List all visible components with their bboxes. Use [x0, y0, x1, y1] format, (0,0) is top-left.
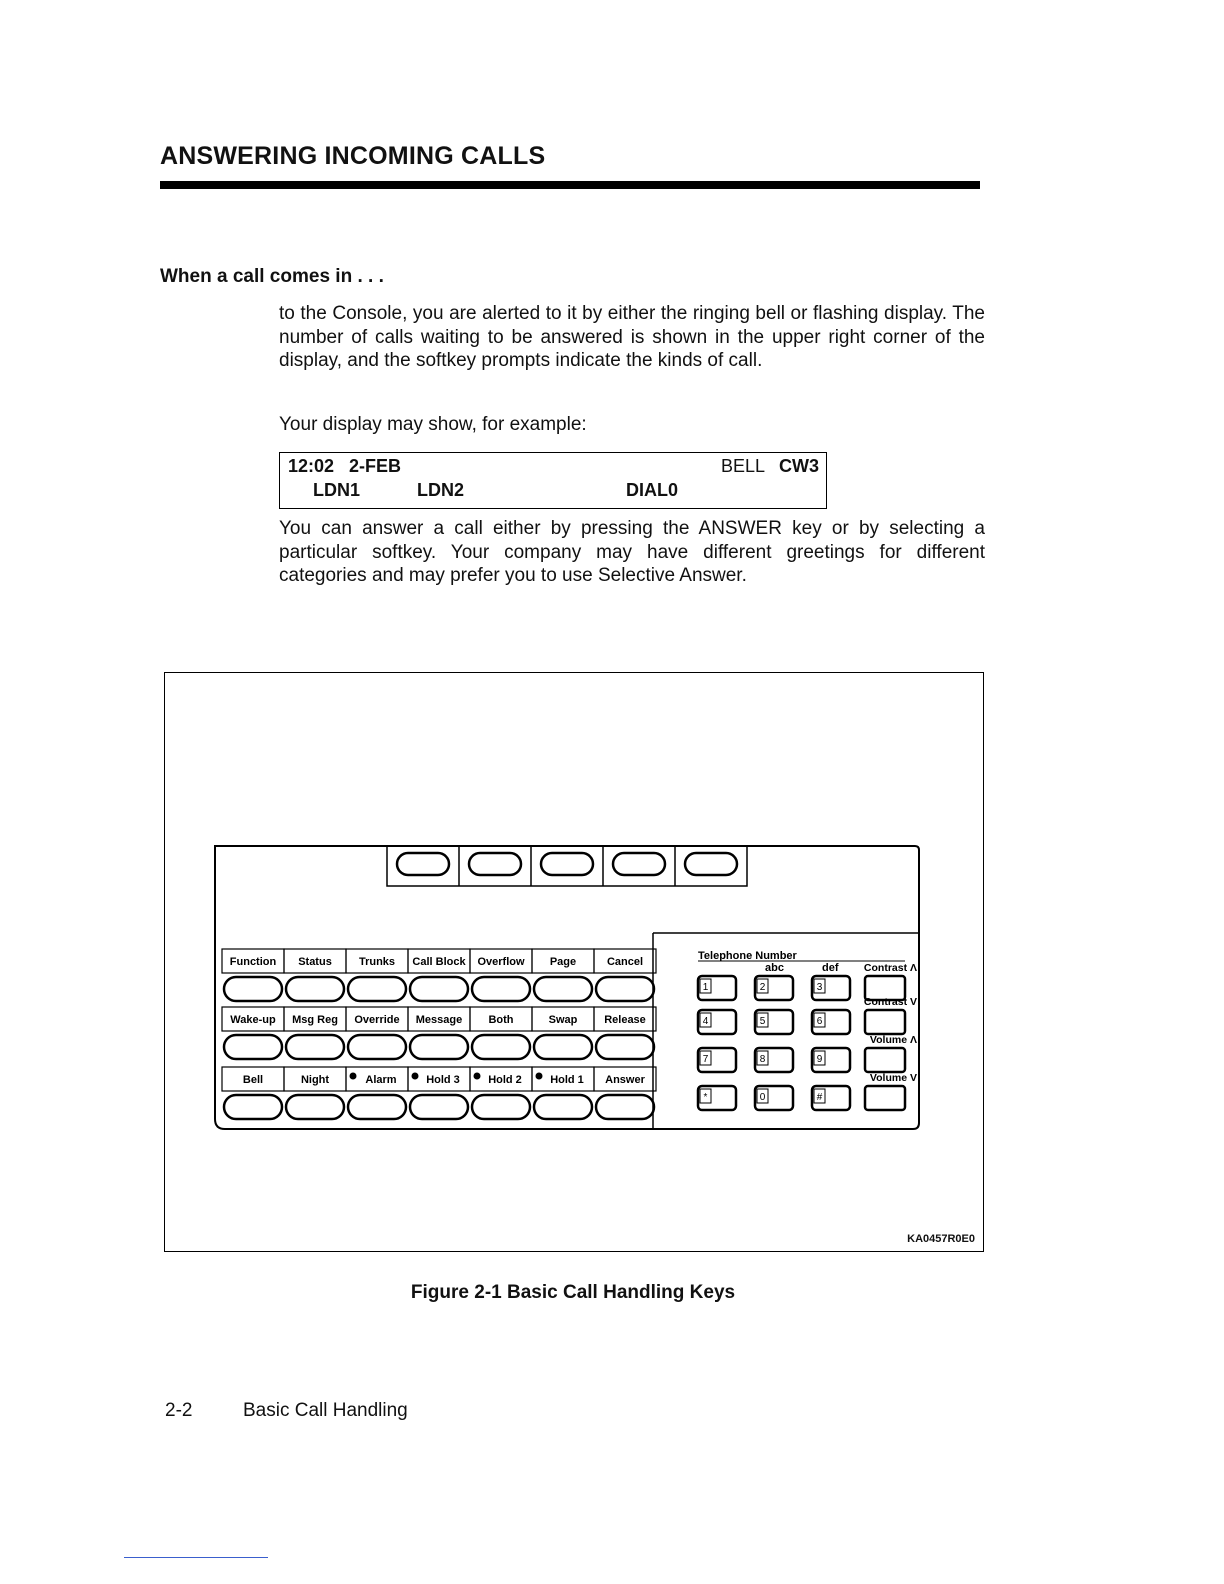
- display-bell: BELL: [721, 456, 766, 476]
- function-key-override[interactable]: [348, 1035, 406, 1059]
- key-label: Overflow: [477, 956, 525, 968]
- function-key-hold-1[interactable]: [534, 1095, 592, 1119]
- softkey-5[interactable]: [685, 853, 737, 875]
- keypad-digit: 6: [816, 1016, 823, 1027]
- function-key-answer[interactable]: [596, 1095, 654, 1119]
- keypad-letters-abc: abc: [765, 962, 784, 974]
- key-label: Hold 2: [488, 1074, 522, 1086]
- key-label: Trunks: [358, 956, 396, 968]
- function-key-bell[interactable]: [224, 1095, 282, 1119]
- function-key-overflow[interactable]: [472, 977, 530, 1001]
- function-key-cancel[interactable]: [596, 977, 654, 1001]
- key-label: Release: [604, 1014, 646, 1026]
- answer-paragraph: You can answer a call either by pressing the ANSWER key or by selecting a particular softkey. Your company may have different greetings for different categories and may prefer you to use Selective Answer.: [279, 518, 985, 586]
- function-key-page[interactable]: [534, 977, 592, 1001]
- side-label: Volume Λ: [869, 1034, 917, 1046]
- key-label: Swap: [548, 1014, 578, 1026]
- display-time: 12:02: [288, 456, 335, 476]
- keypad-letters-def: def: [822, 962, 839, 974]
- function-key-hold-3[interactable]: [410, 1095, 468, 1119]
- keypad-digit: 1: [702, 982, 709, 993]
- function-key-wake-up[interactable]: [224, 1035, 282, 1059]
- softkey-2[interactable]: [469, 853, 521, 875]
- function-key-hold-2[interactable]: [472, 1095, 530, 1119]
- side-label: Contrast V: [863, 996, 917, 1008]
- function-key-alarm[interactable]: [348, 1095, 406, 1119]
- display-date: 2-FEB: [349, 456, 402, 476]
- keypad-digit: 4: [702, 1016, 709, 1027]
- key-label: Bell: [242, 1074, 264, 1086]
- function-key-call-block[interactable]: [410, 977, 468, 1001]
- key-label: Alarm: [365, 1074, 397, 1086]
- softkey-4[interactable]: [613, 853, 665, 875]
- intro-paragraph: to the Console, you are alerted to it by either the ringing bell or flashing display. The number of calls waiting to be answered is shown in the upper right corner of the display, and the softkey prompts indicate the kinds of call.: [279, 303, 985, 371]
- keypad-digit: #: [816, 1092, 823, 1103]
- function-key-function[interactable]: [224, 977, 282, 1001]
- key-label: Hold 1: [550, 1074, 584, 1086]
- keypad-digit: 9: [816, 1054, 823, 1065]
- keypad-title: Telephone Number: [698, 950, 797, 962]
- console-diagram: [165, 673, 983, 1251]
- key-label: Status: [298, 956, 332, 968]
- led-indicator-icon: [412, 1073, 419, 1080]
- side-key-4[interactable]: [865, 1086, 905, 1110]
- keypad-digit: 8: [759, 1054, 766, 1065]
- keypad-digit: 2: [759, 982, 766, 993]
- key-label: Message: [415, 1014, 463, 1026]
- function-key-release[interactable]: [596, 1035, 654, 1059]
- function-key-swap[interactable]: [534, 1035, 592, 1059]
- keypad-digit: 5: [759, 1016, 766, 1027]
- display-example: [279, 452, 827, 509]
- keypad-digit: *: [703, 1092, 708, 1103]
- footer-page-number: 2-2: [165, 1400, 193, 1421]
- function-key-message[interactable]: [410, 1035, 468, 1059]
- display-softkey-1: LDN1: [313, 480, 361, 500]
- function-key-grid: [222, 949, 656, 1119]
- key-label: Msg Reg: [292, 1014, 338, 1026]
- key-label: Both: [488, 1014, 514, 1026]
- display-calls-waiting: CW3: [779, 456, 819, 476]
- keypad-digit: 7: [702, 1054, 709, 1065]
- led-indicator-icon: [474, 1073, 481, 1080]
- softkey-3[interactable]: [541, 853, 593, 875]
- figure-frame: [164, 672, 984, 1252]
- display-softkey-3: DIAL0: [626, 480, 679, 500]
- display-softkey-2: LDN2: [417, 480, 465, 500]
- led-indicator-icon: [350, 1073, 357, 1080]
- softkey-1[interactable]: [397, 853, 449, 875]
- key-label: Wake-up: [230, 1014, 276, 1026]
- function-key-status[interactable]: [286, 977, 344, 1001]
- function-key-trunks[interactable]: [348, 977, 406, 1001]
- title-rule: [160, 181, 980, 189]
- side-key-2[interactable]: [865, 1010, 905, 1034]
- key-label: Page: [549, 956, 577, 968]
- led-indicator-icon: [536, 1073, 543, 1080]
- keypad-side-labels: [864, 962, 917, 1084]
- example-paragraph: Your display may show, for example:: [279, 414, 587, 435]
- figure-id: KA0457R0E0: [907, 1233, 975, 1245]
- key-label: Override: [354, 1014, 400, 1026]
- key-label: Hold 3: [426, 1074, 460, 1086]
- side-key-3[interactable]: [865, 1048, 905, 1072]
- key-label: Night: [300, 1074, 330, 1086]
- function-key-both[interactable]: [472, 1035, 530, 1059]
- key-label: Call Block: [412, 956, 466, 968]
- footnote-rule: [124, 1557, 268, 1558]
- page-title: ANSWERING INCOMING CALLS: [160, 142, 546, 170]
- function-key-night[interactable]: [286, 1095, 344, 1119]
- key-label: Answer: [605, 1074, 645, 1086]
- keypad-digit: 3: [816, 982, 823, 993]
- section-subheading: When a call comes in . . .: [160, 266, 384, 287]
- softkey-buttons: [397, 846, 737, 886]
- side-label: Volume V: [869, 1072, 917, 1084]
- footer-section-title: Basic Call Handling: [243, 1400, 408, 1421]
- figure-caption: Figure 2-1 Basic Call Handling Keys: [410, 1282, 736, 1303]
- side-label: Contrast Λ: [863, 962, 917, 974]
- function-key-msg-reg[interactable]: [286, 1035, 344, 1059]
- keypad-digit: 0: [759, 1092, 766, 1103]
- key-label: Function: [229, 956, 277, 968]
- key-label: Cancel: [606, 956, 644, 968]
